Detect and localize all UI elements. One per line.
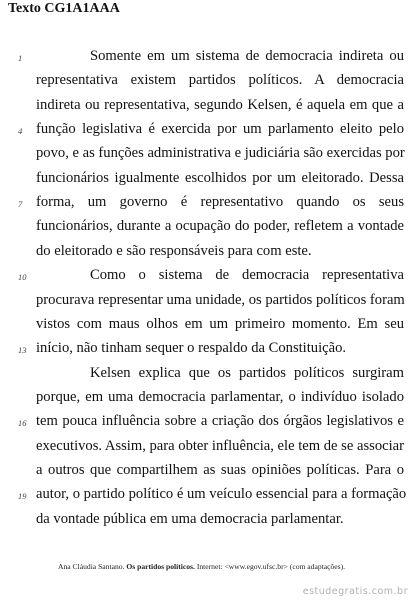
text-line: indireta ou representativa, segundo Kelsen, é aquela em que a bbox=[36, 96, 404, 113]
text-line: Somente em um sistema de democracia indireta ou bbox=[90, 48, 404, 64]
text-line: forma, um governo é representativo quando os seus bbox=[36, 194, 404, 211]
text-line: Como o sistema de democracia representativa bbox=[90, 267, 404, 284]
text-line: porque, em uma democracia parlamentar, o indivíduo isolado bbox=[36, 388, 404, 405]
text-line: funcionários igualmente escolhidos por um eleitorado. Dessa bbox=[36, 169, 404, 186]
line-number: 13 bbox=[18, 345, 27, 356]
watermark: estudegratis.com.br bbox=[302, 586, 408, 597]
text-line: Kelsen explica que os partidos políticos surgiram bbox=[90, 364, 404, 381]
source-citation bbox=[58, 562, 410, 572]
text-line: função legislativa é exercida por um parlamento eleito pelo bbox=[36, 121, 404, 138]
text-line: procurava representar uma unidade, os partidos políticos foram bbox=[36, 291, 405, 308]
text-line: início, não tinham sequer o respaldo da Constituição. bbox=[36, 340, 347, 357]
text-line: povo, e as funções administrativa e judiciária são exercidas por bbox=[36, 145, 405, 162]
text-line: autor, o partido político é um veículo essencial para a formação bbox=[36, 486, 407, 503]
line-number: 7 bbox=[18, 199, 23, 210]
text-line: funcionários, durante a ocupação do poder, refletem a vontade bbox=[36, 218, 404, 235]
text-line: a outros que compartilhem as suas opiniões políticas. Para o bbox=[36, 461, 404, 478]
source-work: Os partidos políticos. bbox=[126, 562, 195, 571]
line-number: 16 bbox=[18, 418, 27, 429]
line-number: 1 bbox=[18, 53, 23, 63]
text-line: tem pouca influência sobre a criação dos órgãos legislativos e bbox=[36, 413, 404, 430]
line-number: 19 bbox=[18, 491, 27, 502]
source-rest: Internet: <www.egov.ufsc.br> (com adaptações). bbox=[196, 562, 346, 571]
text-line: da vontade pública em uma democracia parlamentar. bbox=[36, 510, 344, 527]
text-line: executivos. Assim, para obter influência, ele tem de se associar bbox=[36, 437, 404, 454]
text-line: vistos com maus olhos em um primeiro momento. Em seu bbox=[36, 315, 404, 332]
text-title: Texto CG1A1AAA bbox=[8, 1, 120, 16]
text-line: representativa existem partidos políticos. A democracia bbox=[36, 72, 404, 89]
text-line: do eleitorado e são responsáveis para com este. bbox=[36, 242, 312, 259]
source-author: Ana Cláudia Santano. bbox=[58, 562, 125, 571]
line-number: 4 bbox=[18, 126, 23, 137]
line-number: 10 bbox=[18, 272, 27, 283]
